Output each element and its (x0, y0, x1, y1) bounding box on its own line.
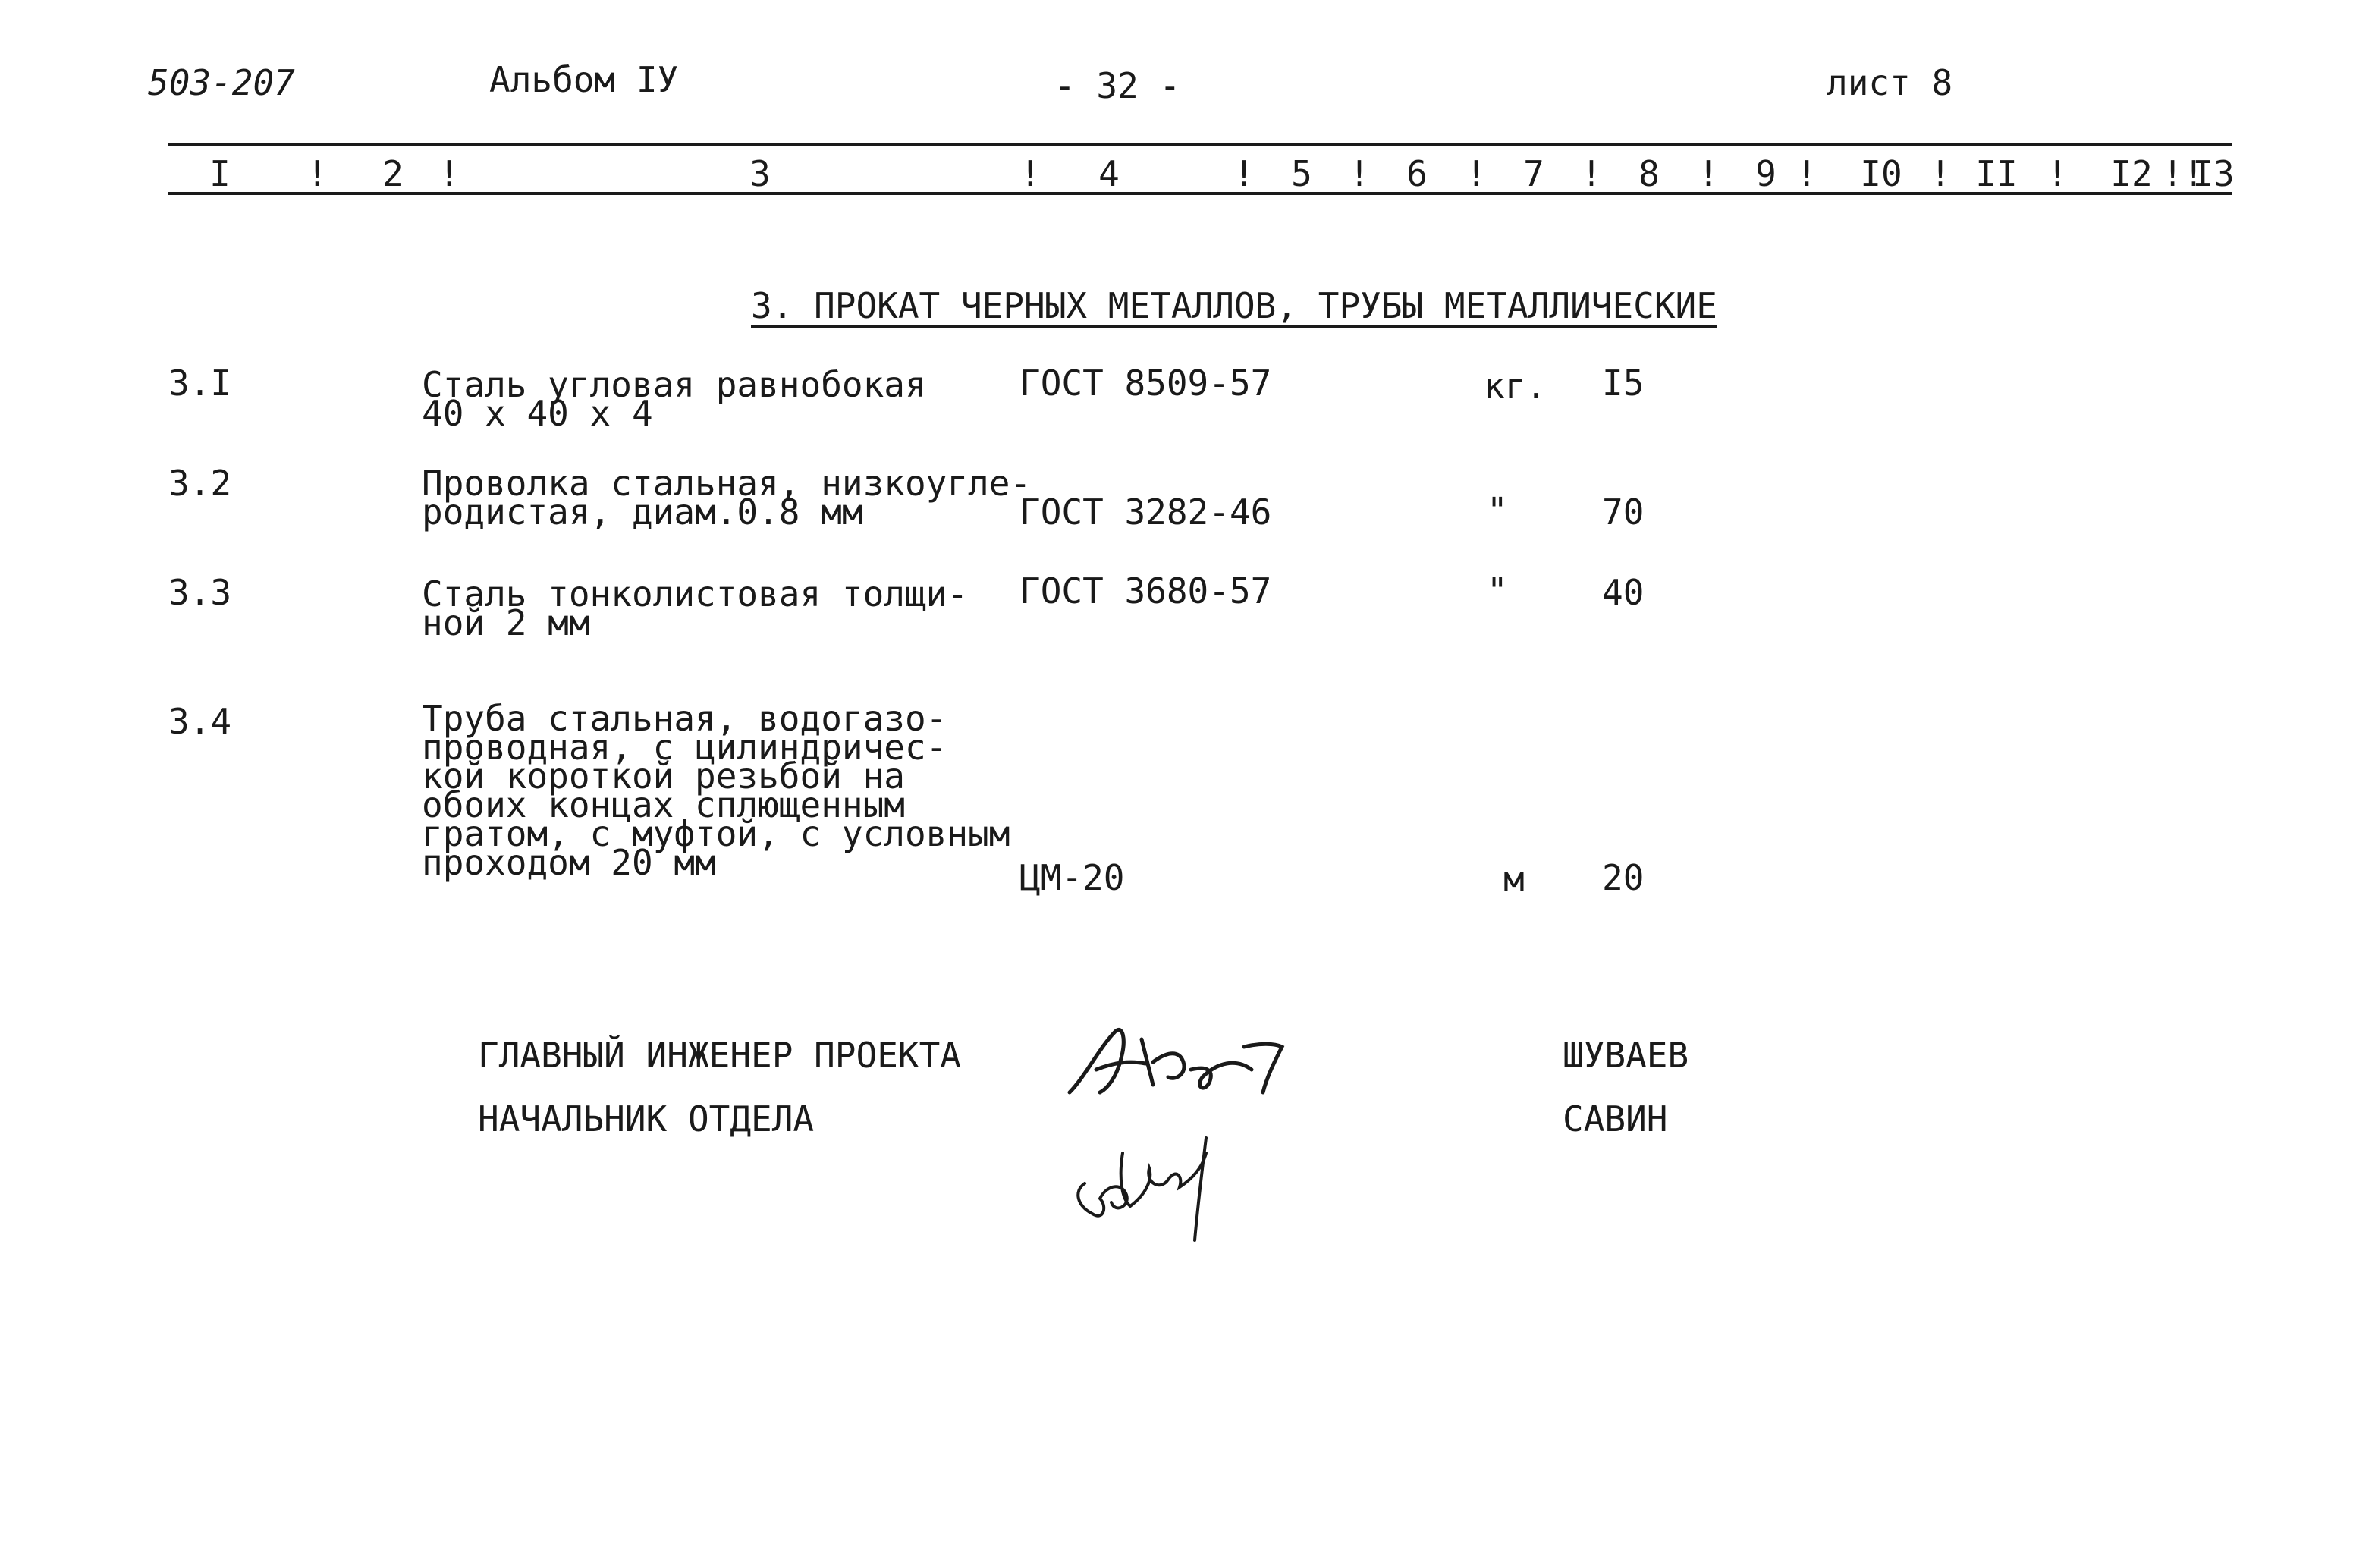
page-number: - 32 - (1054, 65, 1181, 106)
document-code: 503-207 (148, 62, 295, 103)
column-number: 9 (1755, 153, 1777, 194)
section-title: 3. ПРОКАТ ЧЕРНЫХ МЕТАЛЛОВ, ТРУБЫ МЕТАЛЛИЧЕСКИЕ (751, 285, 1717, 326)
column-number: I3 (2192, 153, 2235, 194)
row-standard: ГОСТ 3282-46 (1019, 492, 1272, 533)
chief-engineer-signature (1054, 1017, 1358, 1123)
row-number: 3.4 (168, 701, 232, 742)
department-head-title: НАЧАЛЬНИК ОТДЕЛА (478, 1098, 815, 1139)
column-number: 4 (1098, 153, 1120, 194)
row-item-name: Сталь тонколистовая толщи- ной 2 мм (422, 573, 969, 643)
column-number: II (1975, 153, 2018, 194)
column-number: 7 (1523, 153, 1544, 194)
column-separator: ! (1930, 153, 1951, 194)
row-unit: " (1487, 490, 1508, 531)
row-standard: ГОСТ 8509-57 (1019, 363, 1272, 404)
row-unit: м (1503, 859, 1525, 900)
album-label: Альбом IУ (489, 59, 679, 100)
column-separator: ! (306, 153, 328, 194)
row-standard: ЦМ-20 (1019, 857, 1125, 898)
column-separator: ! (438, 153, 460, 194)
row-standard: ГОСТ 3680-57 (1019, 570, 1272, 611)
row-number: 3.I (168, 363, 232, 404)
column-separator: ! (1349, 153, 1370, 194)
column-separator: !! (2162, 153, 2204, 194)
row-item-name: Проволка стальная, низкоугле- родистая, диам.0.8 мм (422, 463, 1032, 533)
column-separator: ! (2047, 153, 2068, 194)
bottom-rule (168, 192, 2232, 195)
column-separator: ! (1466, 153, 1487, 194)
column-number: 6 (1406, 153, 1428, 194)
sheet-number: лист 8 (1827, 62, 1953, 103)
row-quantity: 40 (1602, 572, 1645, 613)
row-quantity: 70 (1602, 492, 1645, 533)
row-quantity: I5 (1602, 363, 1645, 404)
column-separator: ! (1698, 153, 1719, 194)
column-separator: ! (1019, 153, 1041, 194)
column-number: 3 (749, 153, 771, 194)
department-head-name: САВИН (1563, 1098, 1668, 1139)
department-head-signature (1062, 1108, 1259, 1259)
row-item-name: Труба стальная, водогазо- проводная, с цилиндричес- кой короткой резьбой на обоих концах сплющенным гратом, с муфтой, с условным проходом 20 мм (422, 698, 1010, 883)
row-unit: кг. (1484, 366, 1547, 407)
row-item-name: Сталь угловая равнобокая 40 х 40 х 4 (422, 364, 926, 434)
chief-engineer-name: ШУВАЕВ (1563, 1035, 1689, 1076)
row-unit: " (1487, 570, 1508, 611)
column-separator: ! (1233, 153, 1255, 194)
column-separator: ! (1581, 153, 1602, 194)
chief-engineer-title: ГЛАВНЫЙ ИНЖЕНЕР ПРОЕКТА (478, 1035, 961, 1076)
column-number: I0 (1860, 153, 1902, 194)
column-separator: ! (1796, 153, 1817, 194)
top-rule (168, 143, 2232, 146)
column-number: I (209, 153, 231, 194)
column-number: I2 (2110, 153, 2153, 194)
row-number: 3.2 (168, 463, 232, 504)
row-number: 3.3 (168, 572, 232, 613)
row-quantity: 20 (1602, 857, 1645, 898)
column-number: 2 (382, 153, 404, 194)
column-number: 5 (1291, 153, 1312, 194)
column-number: 8 (1638, 153, 1660, 194)
